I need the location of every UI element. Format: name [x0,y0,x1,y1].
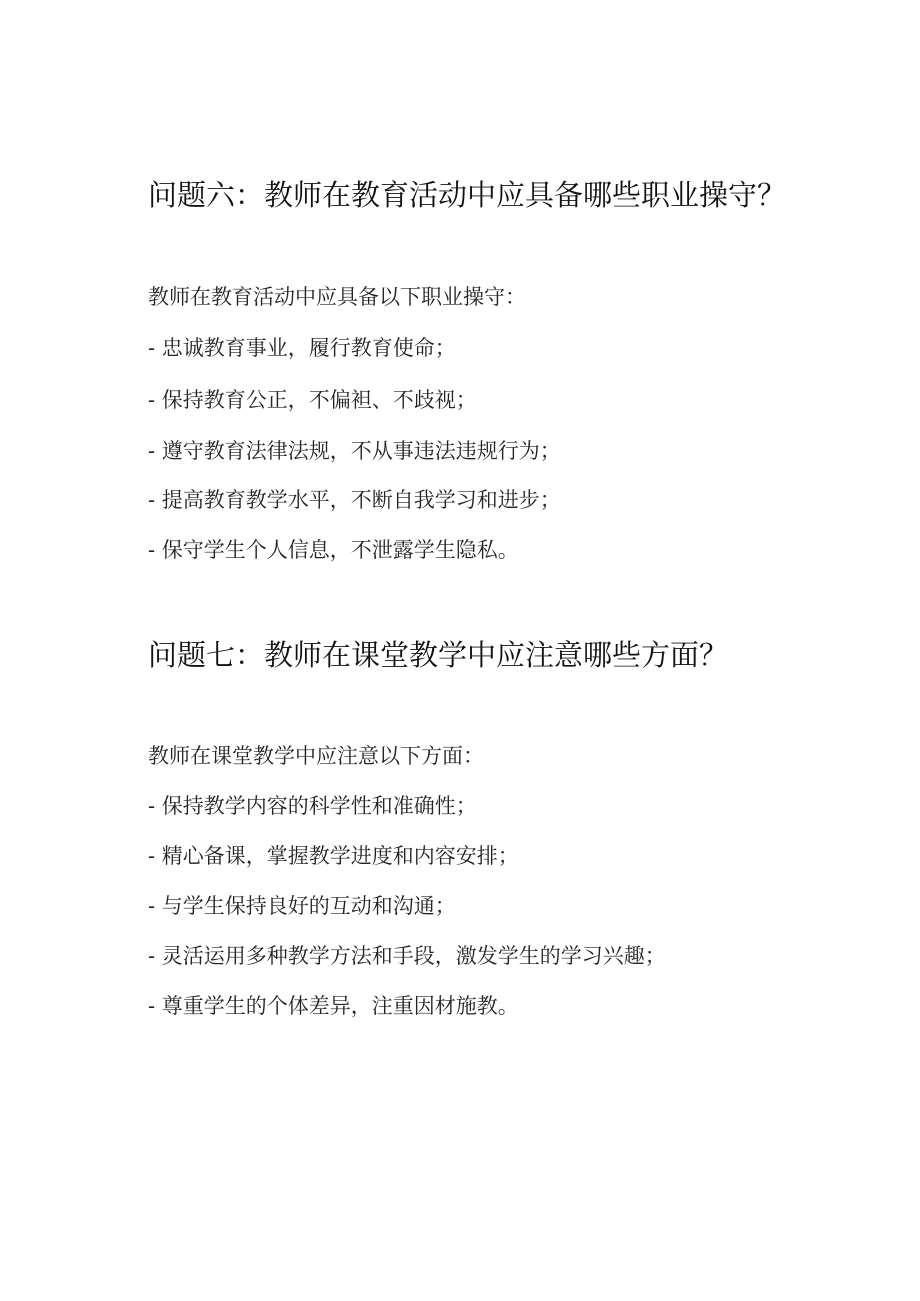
list-item: - 尊重学生的个体差异，注重因材施教。 [148,994,519,1018]
question-6-heading: 问题六：教师在教育活动中应具备哪些职业操守？ [148,178,787,212]
list-item: - 提高教育教学水平，不断自我学习和进步； [148,488,561,512]
list-item: - 保持教育公正，不偏袒、不歧视； [148,388,477,412]
list-item: - 保持教学内容的科学性和准确性； [148,794,477,818]
list-item: - 与学生保持良好的互动和沟通； [148,894,456,918]
question-6-intro: 教师在教育活动中应具备以下职业操守： [148,285,526,309]
question-7-heading: 问题七：教师在课堂教学中应注意哪些方面？ [148,638,729,672]
question-7-intro: 教师在课堂教学中应注意以下方面： [148,744,484,768]
list-item: - 灵活运用多种教学方法和手段，激发学生的学习兴趣； [148,944,666,968]
list-item: - 保守学生个人信息，不泄露学生隐私。 [148,538,519,562]
list-item: - 精心备课，掌握教学进度和内容安排； [148,844,519,868]
list-item: - 忠诚教育事业，履行教育使命； [148,336,456,360]
list-item: - 遵守教育法律法规，不从事违法违规行为； [148,439,561,463]
